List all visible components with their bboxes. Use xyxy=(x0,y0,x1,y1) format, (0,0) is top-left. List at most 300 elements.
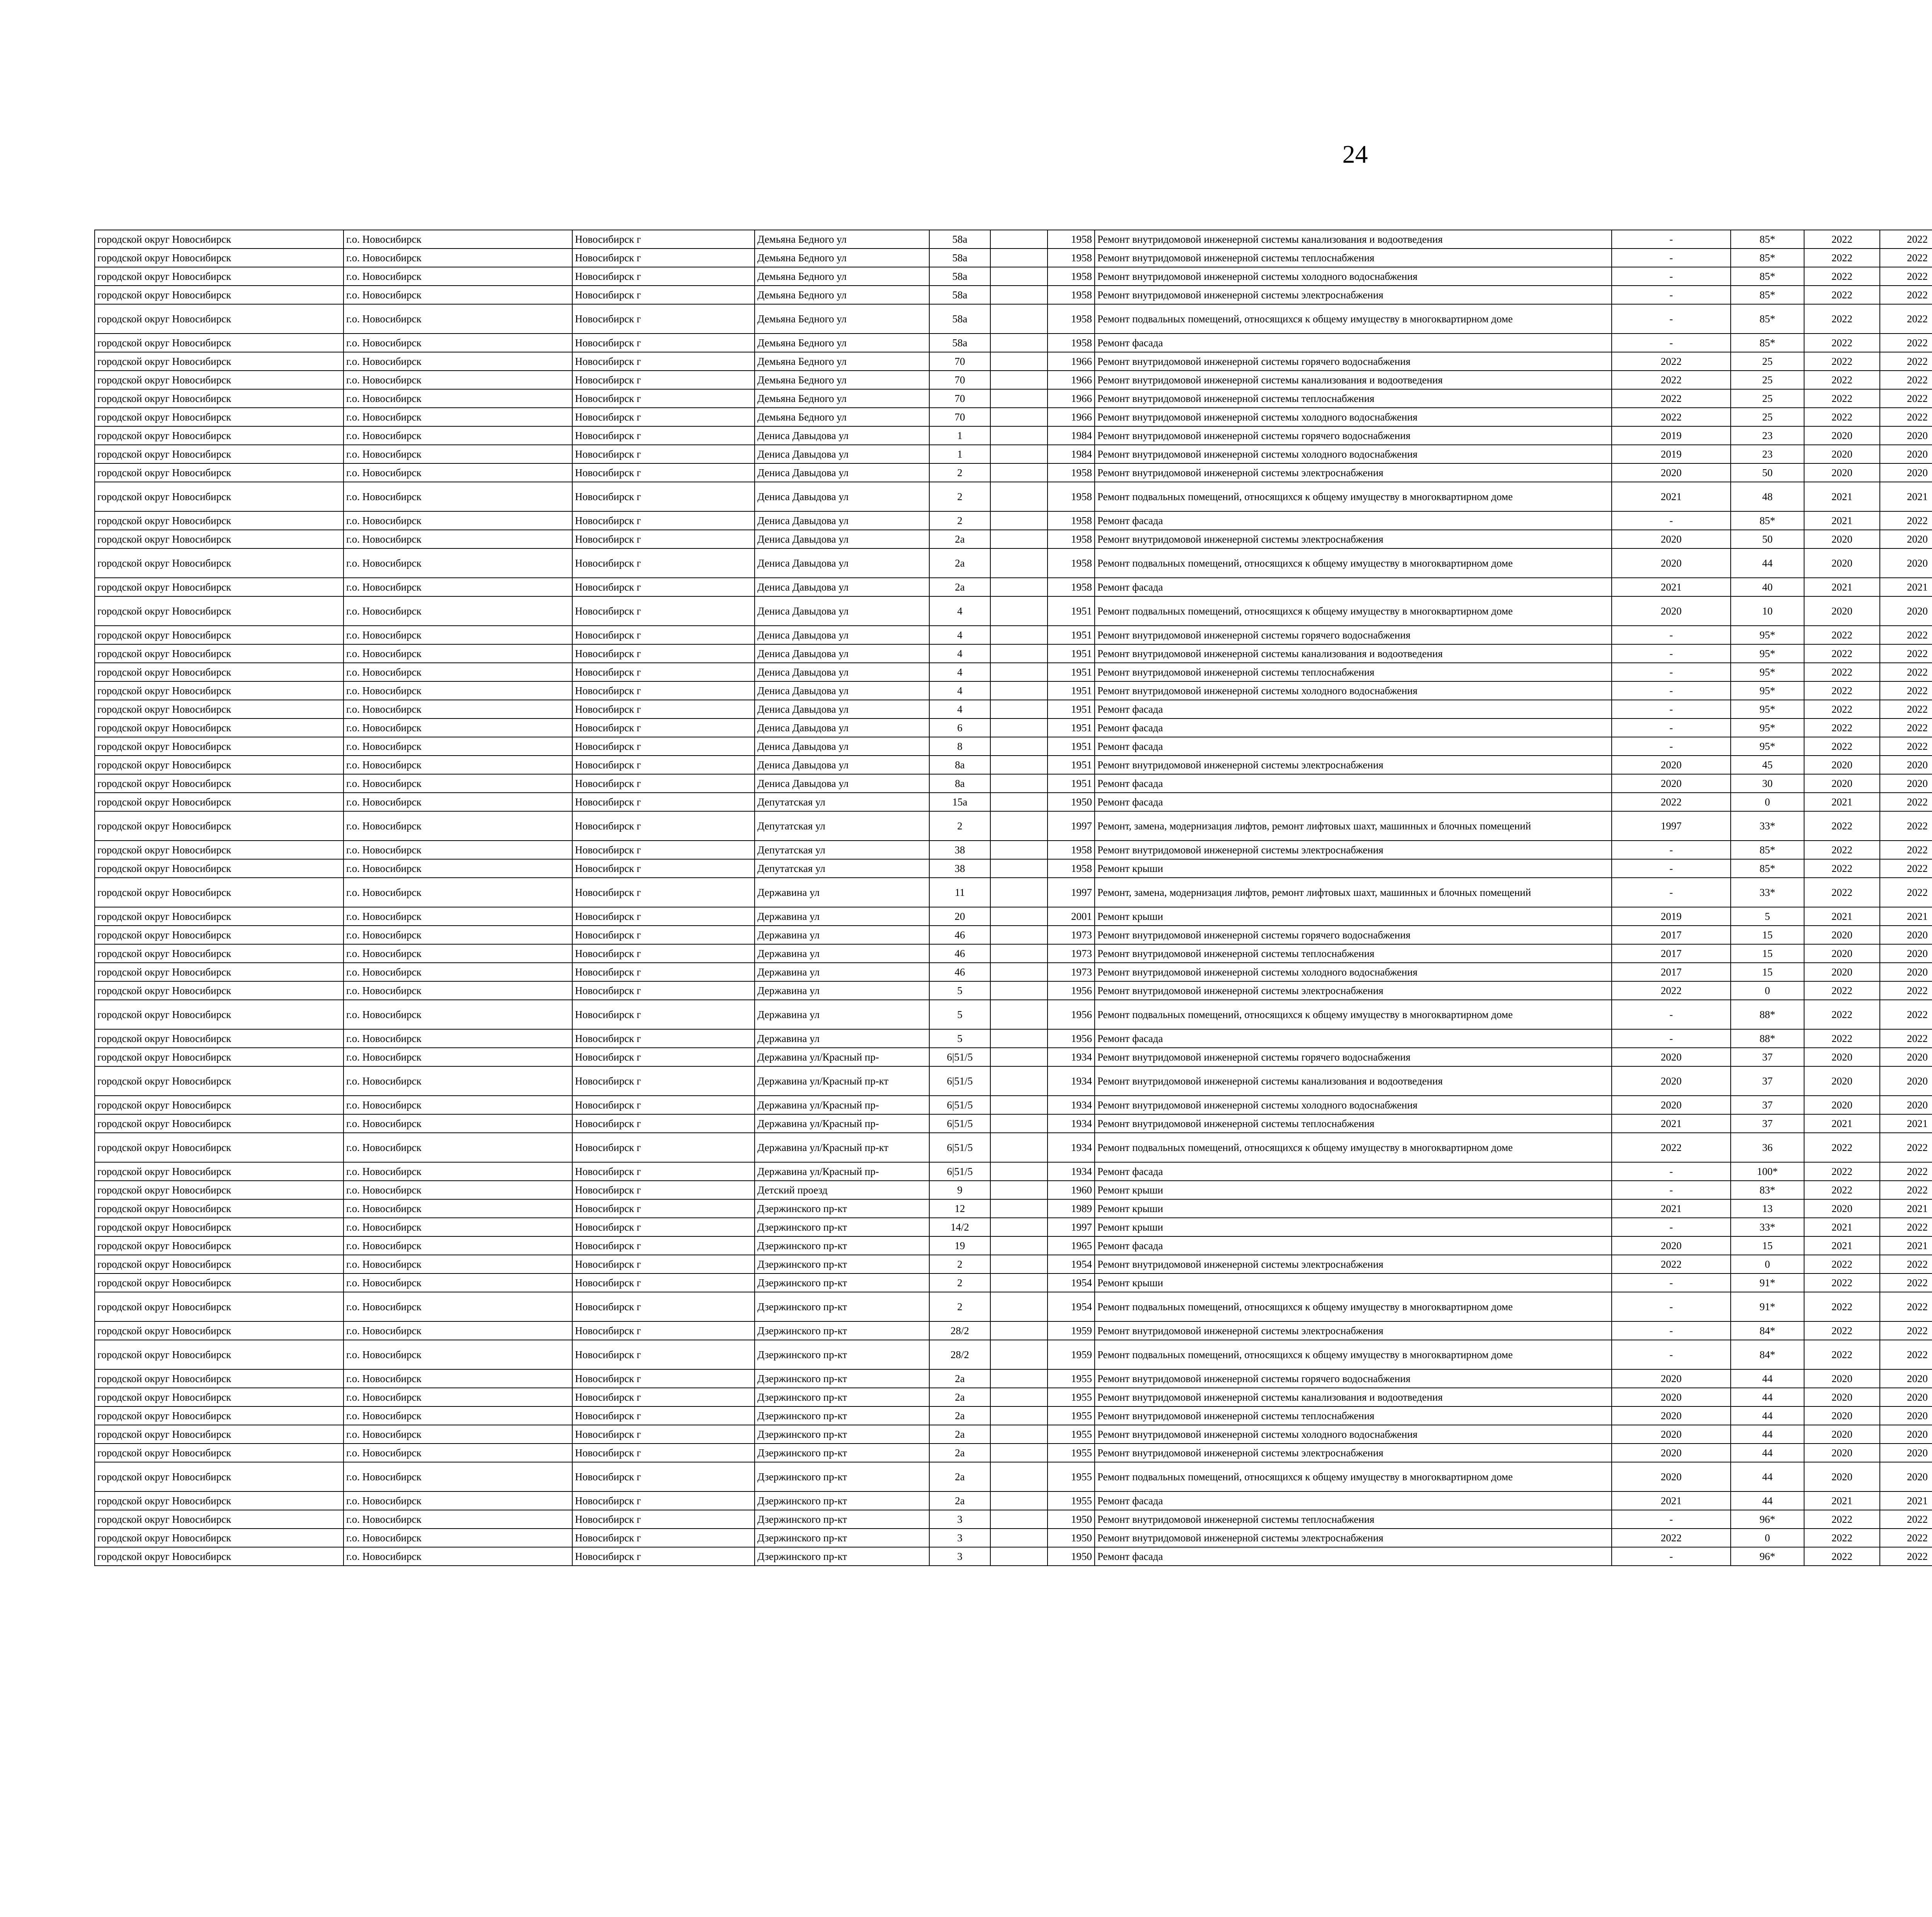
cell-wear: 85* xyxy=(1731,249,1804,267)
cell-year: 1958 xyxy=(1048,230,1095,249)
cell-municipality: г.о. Новосибирск xyxy=(344,1066,572,1096)
cell-municipality: г.о. Новосибирск xyxy=(344,1236,572,1255)
cell-plan-start: 2021 xyxy=(1804,1218,1880,1236)
cell-letter xyxy=(990,482,1048,511)
cell-district: городской округ Новосибирск xyxy=(95,1066,344,1096)
cell-street: Дениса Давыдова ул xyxy=(755,426,929,445)
cell-plan-start: 2020 xyxy=(1804,774,1880,793)
cell-letter xyxy=(990,1273,1048,1292)
cell-municipality: г.о. Новосибирск xyxy=(344,463,572,482)
cell-year: 1951 xyxy=(1048,700,1095,718)
cell-wear: 25 xyxy=(1731,371,1804,389)
cell-house: 2а xyxy=(929,1369,990,1388)
cell-letter xyxy=(990,304,1048,334)
cell-work: Ремонт внутридомовой инженерной системы теплоснабжения xyxy=(1095,944,1612,963)
cell-prev-year: 2022 xyxy=(1612,1255,1731,1273)
cell-prev-year: - xyxy=(1612,737,1731,756)
cell-street: Демьяна Бедного ул xyxy=(755,352,929,371)
table-row xyxy=(95,249,1932,267)
cell-work: Ремонт подвальных помещений, относящихся к общему имуществу в многоквартирном доме xyxy=(1095,304,1612,334)
cell-municipality: г.о. Новосибирск xyxy=(344,626,572,644)
cell-house: 8а xyxy=(929,774,990,793)
table-row xyxy=(95,334,1932,352)
cell-street: Дзержинского пр-кт xyxy=(755,1199,929,1218)
cell-plan-start: 2020 xyxy=(1804,530,1880,548)
cell-plan-start: 2020 xyxy=(1804,1388,1880,1406)
cell-district: городской округ Новосибирск xyxy=(95,774,344,793)
table-row xyxy=(95,1066,1932,1096)
cell-house: 28/2 xyxy=(929,1340,990,1369)
cell-street: Державина ул xyxy=(755,944,929,963)
table-row xyxy=(95,1199,1932,1218)
cell-municipality: г.о. Новосибирск xyxy=(344,663,572,681)
cell-municipality: г.о. Новосибирск xyxy=(344,530,572,548)
cell-prev-year: - xyxy=(1612,1162,1731,1181)
cell-letter xyxy=(990,756,1048,774)
cell-plan-end: 2022 xyxy=(1880,1133,1932,1162)
cell-district: городской округ Новосибирск xyxy=(95,389,344,408)
cell-district: городской округ Новосибирск xyxy=(95,249,344,267)
cell-prev-year: - xyxy=(1612,1321,1731,1340)
cell-district: городской округ Новосибирск xyxy=(95,1547,344,1566)
cell-year: 1984 xyxy=(1048,426,1095,445)
cell-house: 3 xyxy=(929,1547,990,1566)
cell-house: 3 xyxy=(929,1529,990,1547)
cell-house: 8 xyxy=(929,737,990,756)
cell-prev-year: - xyxy=(1612,859,1731,878)
cell-street: Дзержинского пр-кт xyxy=(755,1444,929,1462)
cell-plan-start: 2022 xyxy=(1804,286,1880,304)
cell-street: Дениса Давыдова ул xyxy=(755,663,929,681)
table-row xyxy=(95,578,1932,596)
cell-letter xyxy=(990,371,1048,389)
cell-letter xyxy=(990,1444,1048,1462)
cell-locality: Новосибирск г xyxy=(572,1114,755,1133)
cell-plan-end: 2020 xyxy=(1880,548,1932,578)
cell-prev-year: - xyxy=(1612,1273,1731,1292)
cell-work: Ремонт подвальных помещений, относящихся к общему имуществу в многоквартирном доме xyxy=(1095,1462,1612,1491)
cell-plan-start: 2020 xyxy=(1804,426,1880,445)
cell-plan-start: 2020 xyxy=(1804,1066,1880,1096)
table-row xyxy=(95,1114,1932,1133)
cell-plan-start: 2022 xyxy=(1804,1255,1880,1273)
cell-plan-start: 2022 xyxy=(1804,249,1880,267)
cell-plan-end: 2022 xyxy=(1880,1255,1932,1273)
cell-wear: 15 xyxy=(1731,963,1804,981)
cell-district: городской округ Новосибирск xyxy=(95,841,344,859)
cell-year: 1950 xyxy=(1048,1529,1095,1547)
cell-letter xyxy=(990,681,1048,700)
table-row xyxy=(95,793,1932,811)
cell-letter xyxy=(990,663,1048,681)
cell-work: Ремонт внутридомовой инженерной системы электроснабжения xyxy=(1095,1529,1612,1547)
cell-year: 1958 xyxy=(1048,286,1095,304)
cell-district: городской округ Новосибирск xyxy=(95,1529,344,1547)
cell-municipality: г.о. Новосибирск xyxy=(344,774,572,793)
cell-wear: 15 xyxy=(1731,926,1804,944)
cell-district: городской округ Новосибирск xyxy=(95,859,344,878)
cell-street: Державина ул/Красный пр- xyxy=(755,1048,929,1066)
cell-work: Ремонт крыши xyxy=(1095,907,1612,926)
cell-prev-year: - xyxy=(1612,644,1731,663)
cell-letter xyxy=(990,1292,1048,1321)
cell-work: Ремонт крыши xyxy=(1095,1273,1612,1292)
cell-house: 6|51/5 xyxy=(929,1162,990,1181)
cell-letter xyxy=(990,530,1048,548)
cell-work: Ремонт внутридомовой инженерной системы канализования и водоотведения xyxy=(1095,1388,1612,1406)
cell-wear: 33* xyxy=(1731,811,1804,841)
cell-plan-start: 2020 xyxy=(1804,1462,1880,1491)
cell-plan-end: 2020 xyxy=(1880,1444,1932,1462)
cell-letter xyxy=(990,1321,1048,1340)
cell-year: 1958 xyxy=(1048,859,1095,878)
cell-house: 2а xyxy=(929,1406,990,1425)
cell-district: городской округ Новосибирск xyxy=(95,1491,344,1510)
table-body xyxy=(95,230,1932,1566)
cell-prev-year: - xyxy=(1612,249,1731,267)
cell-prev-year: - xyxy=(1612,718,1731,737)
cell-prev-year: 2017 xyxy=(1612,944,1731,963)
cell-municipality: г.о. Новосибирск xyxy=(344,1369,572,1388)
cell-district: городской округ Новосибирск xyxy=(95,445,344,463)
cell-district: городской округ Новосибирск xyxy=(95,1114,344,1133)
cell-locality: Новосибирск г xyxy=(572,1096,755,1114)
cell-house: 15а xyxy=(929,793,990,811)
cell-prev-year: 2020 xyxy=(1612,548,1731,578)
cell-district: городской округ Новосибирск xyxy=(95,267,344,286)
cell-prev-year: - xyxy=(1612,1181,1731,1199)
cell-locality: Новосибирск г xyxy=(572,1273,755,1292)
cell-plan-start: 2020 xyxy=(1804,756,1880,774)
cell-locality: Новосибирск г xyxy=(572,644,755,663)
cell-plan-start: 2021 xyxy=(1804,578,1880,596)
cell-municipality: г.о. Новосибирск xyxy=(344,700,572,718)
cell-wear: 37 xyxy=(1731,1048,1804,1066)
cell-plan-start: 2022 xyxy=(1804,1162,1880,1181)
cell-municipality: г.о. Новосибирск xyxy=(344,352,572,371)
cell-plan-end: 2021 xyxy=(1880,907,1932,926)
cell-work: Ремонт внутридомовой инженерной системы холодного водоснабжения xyxy=(1095,1096,1612,1114)
cell-plan-end: 2022 xyxy=(1880,1340,1932,1369)
cell-street: Депутатская ул xyxy=(755,841,929,859)
cell-year: 1951 xyxy=(1048,737,1095,756)
cell-plan-start: 2022 xyxy=(1804,841,1880,859)
cell-plan-end: 2022 xyxy=(1880,859,1932,878)
cell-plan-end: 2022 xyxy=(1880,352,1932,371)
cell-district: городской округ Новосибирск xyxy=(95,371,344,389)
cell-locality: Новосибирск г xyxy=(572,1000,755,1029)
cell-locality: Новосибирск г xyxy=(572,371,755,389)
cell-house: 3 xyxy=(929,1510,990,1529)
cell-wear: 37 xyxy=(1731,1114,1804,1133)
cell-locality: Новосибирск г xyxy=(572,1199,755,1218)
table-row xyxy=(95,878,1932,907)
cell-prev-year: 2022 xyxy=(1612,793,1731,811)
cell-wear: 88* xyxy=(1731,1000,1804,1029)
cell-year: 1973 xyxy=(1048,944,1095,963)
cell-work: Ремонт внутридомовой инженерной системы канализования и водоотведения xyxy=(1095,644,1612,663)
cell-year: 1951 xyxy=(1048,626,1095,644)
cell-letter xyxy=(990,1048,1048,1066)
cell-wear: 15 xyxy=(1731,944,1804,963)
cell-plan-start: 2022 xyxy=(1804,859,1880,878)
table-row xyxy=(95,1048,1932,1066)
cell-house: 2 xyxy=(929,511,990,530)
cell-plan-start: 2022 xyxy=(1804,1292,1880,1321)
cell-work: Ремонт внутридомовой инженерной системы электроснабжения xyxy=(1095,286,1612,304)
cell-work: Ремонт фасада xyxy=(1095,700,1612,718)
cell-wear: 50 xyxy=(1731,463,1804,482)
cell-municipality: г.о. Новосибирск xyxy=(344,445,572,463)
cell-letter xyxy=(990,644,1048,663)
cell-house: 1 xyxy=(929,426,990,445)
cell-wear: 44 xyxy=(1731,1462,1804,1491)
cell-house: 70 xyxy=(929,389,990,408)
cell-work: Ремонт внутридомовой инженерной системы холодного водоснабжения xyxy=(1095,267,1612,286)
cell-year: 1966 xyxy=(1048,352,1095,371)
cell-house: 2 xyxy=(929,1292,990,1321)
cell-plan-end: 2022 xyxy=(1880,681,1932,700)
cell-year: 1958 xyxy=(1048,482,1095,511)
cell-work: Ремонт внутридомовой инженерной системы холодного водоснабжения xyxy=(1095,408,1612,426)
cell-street: Демьяна Бедного ул xyxy=(755,371,929,389)
cell-plan-end: 2022 xyxy=(1880,793,1932,811)
cell-wear: 25 xyxy=(1731,389,1804,408)
cell-year: 1934 xyxy=(1048,1048,1095,1066)
cell-work: Ремонт фасада xyxy=(1095,578,1612,596)
cell-street: Дзержинского пр-кт xyxy=(755,1510,929,1529)
cell-house: 70 xyxy=(929,371,990,389)
cell-plan-end: 2022 xyxy=(1880,718,1932,737)
cell-work: Ремонт фасада xyxy=(1095,793,1612,811)
cell-house: 58а xyxy=(929,249,990,267)
cell-street: Дзержинского пр-кт xyxy=(755,1529,929,1547)
cell-municipality: г.о. Новосибирск xyxy=(344,926,572,944)
table-row xyxy=(95,700,1932,718)
cell-plan-end: 2022 xyxy=(1880,878,1932,907)
cell-letter xyxy=(990,286,1048,304)
cell-municipality: г.о. Новосибирск xyxy=(344,1491,572,1510)
cell-municipality: г.о. Новосибирск xyxy=(344,1029,572,1048)
cell-wear: 85* xyxy=(1731,286,1804,304)
cell-street: Депутатская ул xyxy=(755,793,929,811)
cell-prev-year: 2020 xyxy=(1612,1236,1731,1255)
cell-year: 1958 xyxy=(1048,334,1095,352)
table-row xyxy=(95,644,1932,663)
cell-plan-start: 2022 xyxy=(1804,1000,1880,1029)
table-row xyxy=(95,756,1932,774)
cell-house: 2 xyxy=(929,1255,990,1273)
cell-street: Демьяна Бедного ул xyxy=(755,389,929,408)
cell-work: Ремонт фасада xyxy=(1095,1162,1612,1181)
cell-district: городской округ Новосибирск xyxy=(95,1181,344,1199)
cell-plan-start: 2021 xyxy=(1804,793,1880,811)
cell-plan-end: 2022 xyxy=(1880,1218,1932,1236)
table-row xyxy=(95,1133,1932,1162)
cell-locality: Новосибирск г xyxy=(572,1510,755,1529)
cell-locality: Новосибирск г xyxy=(572,230,755,249)
cell-plan-end: 2022 xyxy=(1880,811,1932,841)
cell-prev-year: - xyxy=(1612,511,1731,530)
cell-work: Ремонт фасада xyxy=(1095,718,1612,737)
cell-street: Дзержинского пр-кт xyxy=(755,1273,929,1292)
cell-letter xyxy=(990,1369,1048,1388)
cell-district: городской округ Новосибирск xyxy=(95,663,344,681)
cell-street: Дениса Давыдова ул xyxy=(755,511,929,530)
cell-house: 2 xyxy=(929,482,990,511)
cell-work: Ремонт фасада xyxy=(1095,774,1612,793)
cell-street: Дзержинского пр-кт xyxy=(755,1462,929,1491)
cell-municipality: г.о. Новосибирск xyxy=(344,737,572,756)
cell-prev-year: - xyxy=(1612,230,1731,249)
cell-locality: Новосибирск г xyxy=(572,286,755,304)
cell-street: Дениса Давыдова ул xyxy=(755,530,929,548)
cell-wear: 50 xyxy=(1731,530,1804,548)
cell-work: Ремонт внутридомовой инженерной системы канализования и водоотведения xyxy=(1095,230,1612,249)
cell-year: 1966 xyxy=(1048,371,1095,389)
cell-district: городской округ Новосибирск xyxy=(95,1425,344,1444)
cell-locality: Новосибирск г xyxy=(572,663,755,681)
cell-street: Дениса Давыдова ул xyxy=(755,445,929,463)
cell-district: городской округ Новосибирск xyxy=(95,1048,344,1066)
cell-house: 70 xyxy=(929,408,990,426)
cell-work: Ремонт внутридомовой инженерной системы холодного водоснабжения xyxy=(1095,445,1612,463)
cell-plan-start: 2022 xyxy=(1804,304,1880,334)
cell-house: 2 xyxy=(929,463,990,482)
cell-house: 4 xyxy=(929,626,990,644)
cell-work: Ремонт крыши xyxy=(1095,859,1612,878)
cell-district: городской округ Новосибирск xyxy=(95,1292,344,1321)
cell-plan-start: 2020 xyxy=(1804,1406,1880,1425)
cell-prev-year: - xyxy=(1612,700,1731,718)
cell-district: городской округ Новосибирск xyxy=(95,981,344,1000)
cell-street: Дениса Давыдова ул xyxy=(755,774,929,793)
cell-municipality: г.о. Новосибирск xyxy=(344,681,572,700)
cell-work: Ремонт подвальных помещений, относящихся к общему имуществу в многоквартирном доме xyxy=(1095,1340,1612,1369)
cell-year: 1958 xyxy=(1048,249,1095,267)
cell-plan-end: 2022 xyxy=(1880,1292,1932,1321)
table-row xyxy=(95,859,1932,878)
cell-prev-year: 2020 xyxy=(1612,530,1731,548)
cell-plan-start: 2020 xyxy=(1804,1425,1880,1444)
cell-municipality: г.о. Новосибирск xyxy=(344,1462,572,1491)
table-row xyxy=(95,944,1932,963)
cell-house: 19 xyxy=(929,1236,990,1255)
cell-district: городской округ Новосибирск xyxy=(95,408,344,426)
cell-locality: Новосибирск г xyxy=(572,793,755,811)
cell-district: городской округ Новосибирск xyxy=(95,1369,344,1388)
cell-letter xyxy=(990,596,1048,626)
cell-locality: Новосибирск г xyxy=(572,1133,755,1162)
cell-locality: Новосибирск г xyxy=(572,963,755,981)
cell-locality: Новосибирск г xyxy=(572,578,755,596)
cell-wear: 84* xyxy=(1731,1321,1804,1340)
cell-year: 1934 xyxy=(1048,1096,1095,1114)
cell-locality: Новосибирск г xyxy=(572,334,755,352)
cell-house: 58а xyxy=(929,334,990,352)
cell-locality: Новосибирск г xyxy=(572,530,755,548)
table-row xyxy=(95,1181,1932,1199)
cell-letter xyxy=(990,737,1048,756)
cell-house: 46 xyxy=(929,963,990,981)
cell-prev-year: - xyxy=(1612,286,1731,304)
cell-municipality: г.о. Новосибирск xyxy=(344,408,572,426)
cell-district: городской округ Новосибирск xyxy=(95,1218,344,1236)
cell-locality: Новосибирск г xyxy=(572,859,755,878)
cell-municipality: г.о. Новосибирск xyxy=(344,1181,572,1199)
cell-year: 1956 xyxy=(1048,1029,1095,1048)
cell-plan-start: 2021 xyxy=(1804,482,1880,511)
cell-street: Демьяна Бедного ул xyxy=(755,334,929,352)
cell-letter xyxy=(990,1547,1048,1566)
cell-prev-year: 2022 xyxy=(1612,408,1731,426)
cell-plan-end: 2022 xyxy=(1880,286,1932,304)
cell-municipality: г.о. Новосибирск xyxy=(344,249,572,267)
cell-locality: Новосибирск г xyxy=(572,511,755,530)
cell-wear: 23 xyxy=(1731,445,1804,463)
cell-street: Державина ул xyxy=(755,981,929,1000)
cell-district: городской округ Новосибирск xyxy=(95,944,344,963)
cell-plan-start: 2022 xyxy=(1804,1340,1880,1369)
cell-district: городской округ Новосибирск xyxy=(95,1162,344,1181)
cell-locality: Новосибирск г xyxy=(572,811,755,841)
table-row xyxy=(95,408,1932,426)
cell-prev-year: 2017 xyxy=(1612,963,1731,981)
cell-street: Дениса Давыдова ул xyxy=(755,548,929,578)
cell-letter xyxy=(990,774,1048,793)
cell-year: 1951 xyxy=(1048,718,1095,737)
table-row xyxy=(95,304,1932,334)
cell-prev-year: - xyxy=(1612,681,1731,700)
cell-letter xyxy=(990,1114,1048,1133)
cell-locality: Новосибирск г xyxy=(572,926,755,944)
cell-locality: Новосибирск г xyxy=(572,1255,755,1273)
cell-plan-end: 2020 xyxy=(1880,1388,1932,1406)
cell-municipality: г.о. Новосибирск xyxy=(344,1199,572,1218)
cell-year: 1951 xyxy=(1048,756,1095,774)
cell-locality: Новосибирск г xyxy=(572,1236,755,1255)
cell-work: Ремонт внутридомовой инженерной системы электроснабжения xyxy=(1095,981,1612,1000)
cell-letter xyxy=(990,841,1048,859)
cell-prev-year: 2020 xyxy=(1612,1369,1731,1388)
cell-locality: Новосибирск г xyxy=(572,1066,755,1096)
cell-house: 2а xyxy=(929,1462,990,1491)
cell-prev-year: 2020 xyxy=(1612,1462,1731,1491)
cell-work: Ремонт подвальных помещений, относящихся к общему имуществу в многоквартирном доме xyxy=(1095,482,1612,511)
cell-year: 1959 xyxy=(1048,1340,1095,1369)
cell-plan-end: 2022 xyxy=(1880,1273,1932,1292)
cell-wear: 44 xyxy=(1731,1491,1804,1510)
cell-year: 1965 xyxy=(1048,1236,1095,1255)
cell-letter xyxy=(990,907,1048,926)
cell-plan-start: 2022 xyxy=(1804,1529,1880,1547)
cell-locality: Новосибирск г xyxy=(572,1425,755,1444)
cell-house: 4 xyxy=(929,644,990,663)
cell-house: 11 xyxy=(929,878,990,907)
cell-wear: 44 xyxy=(1731,1388,1804,1406)
cell-plan-end: 2022 xyxy=(1880,981,1932,1000)
cell-house: 5 xyxy=(929,1029,990,1048)
cell-municipality: г.о. Новосибирск xyxy=(344,1114,572,1133)
cell-wear: 88* xyxy=(1731,1029,1804,1048)
cell-prev-year: 2020 xyxy=(1612,756,1731,774)
cell-work: Ремонт внутридомовой инженерной системы электроснабжения xyxy=(1095,530,1612,548)
cell-plan-end: 2022 xyxy=(1880,644,1932,663)
cell-street: Детский проезд xyxy=(755,1181,929,1199)
cell-street: Дениса Давыдова ул xyxy=(755,596,929,626)
cell-plan-start: 2022 xyxy=(1804,1273,1880,1292)
cell-wear: 5 xyxy=(1731,907,1804,926)
